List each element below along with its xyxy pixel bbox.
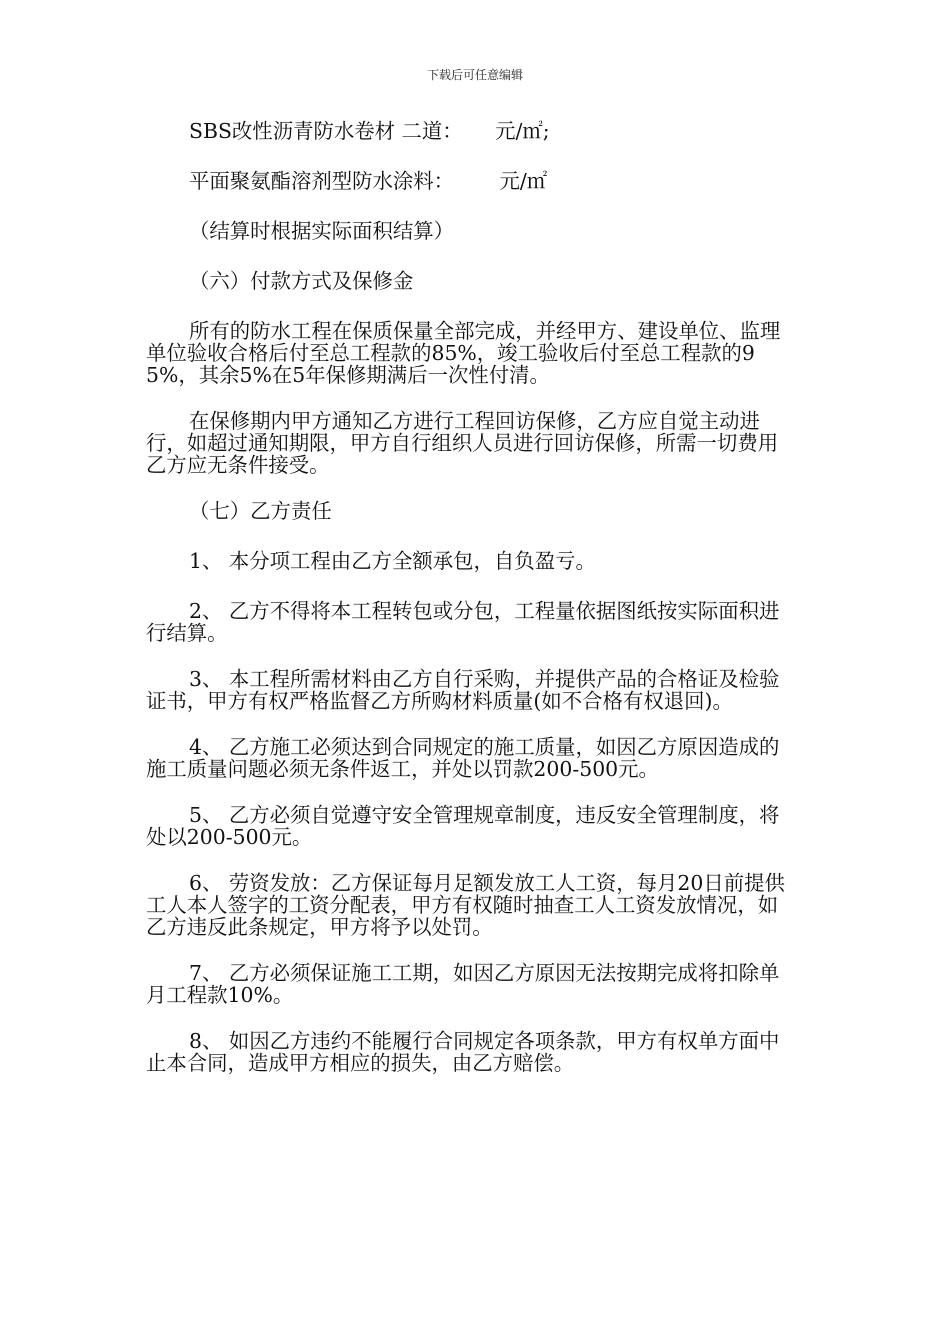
document-body	[146, 120, 796, 1098]
paragraph-warranty: 在保修期内甲方通知乙方进行工程回访保修，乙方应自觉主动进行，如超过通知期限，甲方自行组织人员进行回访保修，所需一切费用乙方应无条件接受。	[146, 409, 779, 477]
clause-6: 6、 劳资发放：乙方保证每月足额发放工人工资，每月20日前提供工人本人签字的工资分配表，甲方有权随时抽查工人工资发放情况，如乙方违反此条规定，甲方将予以处罚。	[146, 871, 785, 939]
paragraph-sbs-price: SBS改性沥青防水卷材 二道： 元/㎡;	[189, 119, 550, 143]
section-heading-payment: （六）付款方式及保修金	[189, 269, 414, 293]
clause-8: 8、 如因乙方违约不能履行合同规定各项条款，甲方有权单方面中止本合同，造成甲方相应的损失，由乙方赔偿。	[146, 1029, 780, 1075]
paragraph-settlement-note: （结算时根据实际面积结算）	[189, 219, 455, 243]
clause-4: 4、 乙方施工必须达到合同规定的施工质量，如因乙方原因造成的施工质量问题必须无条件返工，并处以罚款200-500元。	[146, 735, 780, 781]
page-header: 下载后可任意编辑	[426, 68, 523, 82]
clause-5: 5、 乙方必须自觉遵守安全管理规章制度，违反安全管理制度，将处以200-500元。	[146, 803, 780, 849]
clause-2: 2、 乙方不得将本工程转包或分包，工程量依据图纸按实际面积进行结算。	[146, 599, 780, 645]
section-heading-responsibility: （七）乙方责任	[189, 499, 332, 523]
clause-7: 7、 乙方必须保证施工工期，如因乙方原因无法按期完成将扣除单月工程款10%。	[146, 961, 780, 1007]
paragraph-payment-terms: 所有的防水工程在保质保量全部完成，并经甲方、建设单位、监理单位验收合格后付至总工程款的85%，竣工验收后付至总工程款的95%，其余5%在5年保修期满后一次性付清。	[146, 319, 781, 387]
paragraph-coating-price: 平面聚氨酯溶剂型防水涂料： 元/㎡	[189, 169, 548, 193]
clause-1: 1、 本分项工程由乙方全额承包，自负盈亏。	[189, 549, 596, 573]
clause-3: 3、 本工程所需材料由乙方自行采购，并提供产品的合格证及检验证书，甲方有权严格监督乙方所购材料质量(如不合格有权退回)。	[146, 667, 780, 713]
